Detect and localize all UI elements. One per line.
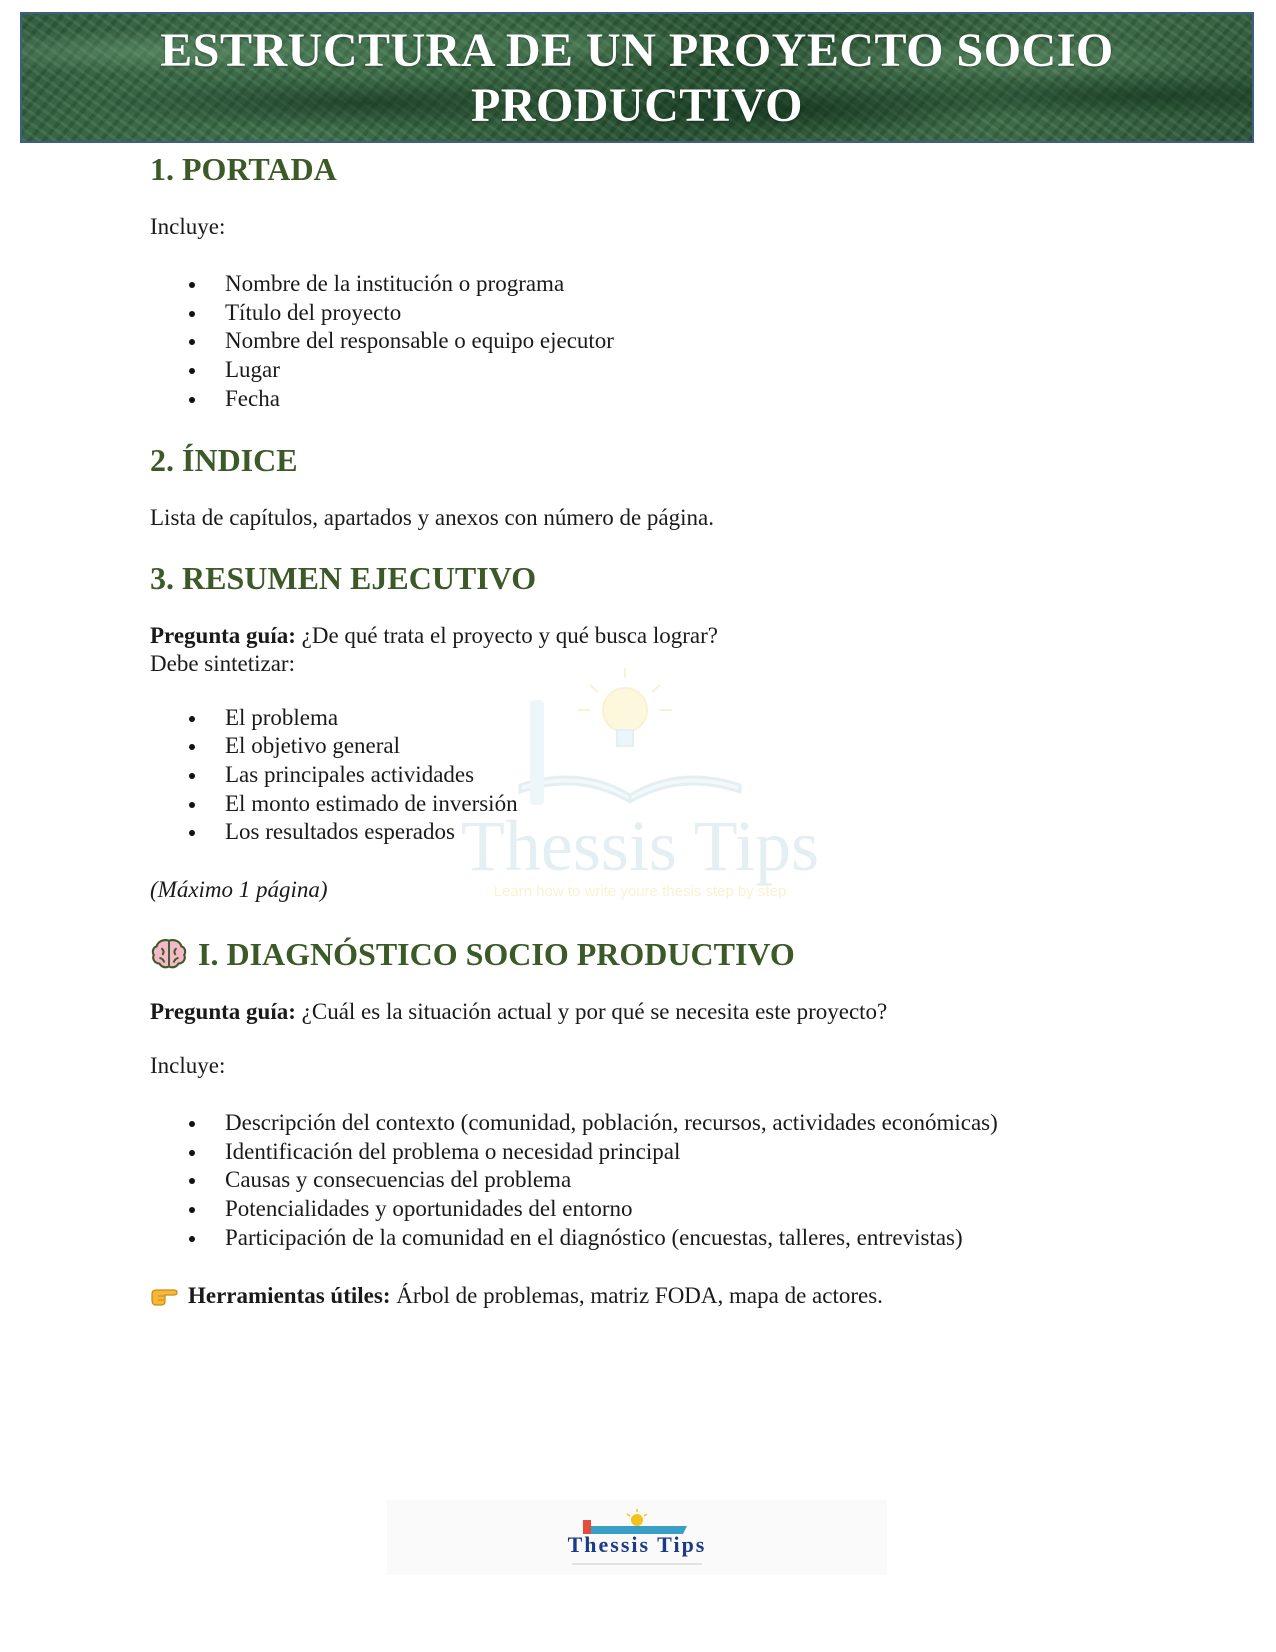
section-heading-indice: 2. ÍNDICE (150, 441, 298, 478)
section-heading-resumen: 3. RESUMEN EJECUTIVO (150, 559, 537, 596)
resumen-list (150, 704, 1150, 848)
document-body (150, 150, 1150, 1310)
guide-text: ¿Cuál es la situación actual y por qué se necesita este proyecto? (295, 999, 888, 1025)
list-item: Título del proyecto (225, 299, 1150, 328)
guide-label: Pregunta guía: (150, 622, 296, 648)
section-heading-diagnostico (150, 935, 1150, 973)
list-item: Descripción del contexto (comunidad, población, recursos, actividades económicas) (225, 1109, 1150, 1138)
tools-line (150, 1282, 1150, 1310)
list-item: Causas y consecuencias del problema (225, 1166, 1150, 1195)
portada-intro: Incluye: (150, 214, 226, 239)
diagnostico-list (150, 1109, 1150, 1253)
footer-brand: Thessis Tips (567, 1532, 707, 1557)
list-item: Nombre del responsable o equipo ejecutor (225, 327, 1150, 356)
list-item: El monto estimado de inversión (225, 790, 1150, 819)
footer-logo (387, 1500, 887, 1575)
title-banner (20, 12, 1254, 143)
portada-list (150, 270, 1150, 414)
diagnostico-guide-question (150, 998, 1150, 1026)
list-item: Lugar (225, 356, 1150, 385)
resumen-intro: Debe sintetizar: (150, 650, 295, 676)
list-item: Participación de la comunidad en el diagnóstico (encuestas, talleres, entrevistas) (225, 1224, 1150, 1253)
list-item: Las principales actividades (225, 761, 1150, 790)
list-item: El problema (225, 704, 1150, 733)
guide-label: Pregunta guía: (150, 999, 296, 1025)
list-item: Nombre de la institución o programa (225, 270, 1150, 299)
resumen-guide-question (150, 622, 1150, 650)
list-item: Fecha (225, 385, 1150, 414)
tools-text: Árbol de problemas, matriz FODA, mapa de actores. (390, 1282, 883, 1308)
title-line-2: PRODUCTIVO (470, 78, 804, 132)
diagnostico-intro: Incluye: (150, 1053, 226, 1079)
watermark-brand: Thessis Tips (460, 806, 820, 886)
pointing-hand-icon (150, 1284, 178, 1306)
list-item: El objetivo general (225, 732, 1150, 761)
brain-icon (150, 935, 188, 973)
document-title (160, 23, 1113, 133)
list-item: Los resultados esperados (225, 818, 1150, 847)
title-line-1: ESTRUCTURA DE UN PROYECTO SOCIO (160, 23, 1114, 77)
list-item: Potencialidades y oportunidades del entorno (225, 1195, 1150, 1224)
list-item: Identificación del problema o necesidad principal (225, 1138, 1150, 1167)
section-heading-portada: 1. PORTADA (150, 151, 337, 187)
watermark-tagline: Learn how to write youre thesis step by step (493, 883, 787, 900)
indice-text: Lista de capítulos, apartados y anexos con número de página. (150, 504, 714, 530)
tools-label: Herramientas útiles: (188, 1282, 391, 1308)
diagnostico-heading-text: I. DIAGNÓSTICO SOCIO PRODUCTIVO (198, 936, 795, 973)
guide-text: ¿De qué trata el proyecto y qué busca lograr? (295, 622, 718, 648)
resumen-note: (Máximo 1 página) (150, 877, 328, 903)
